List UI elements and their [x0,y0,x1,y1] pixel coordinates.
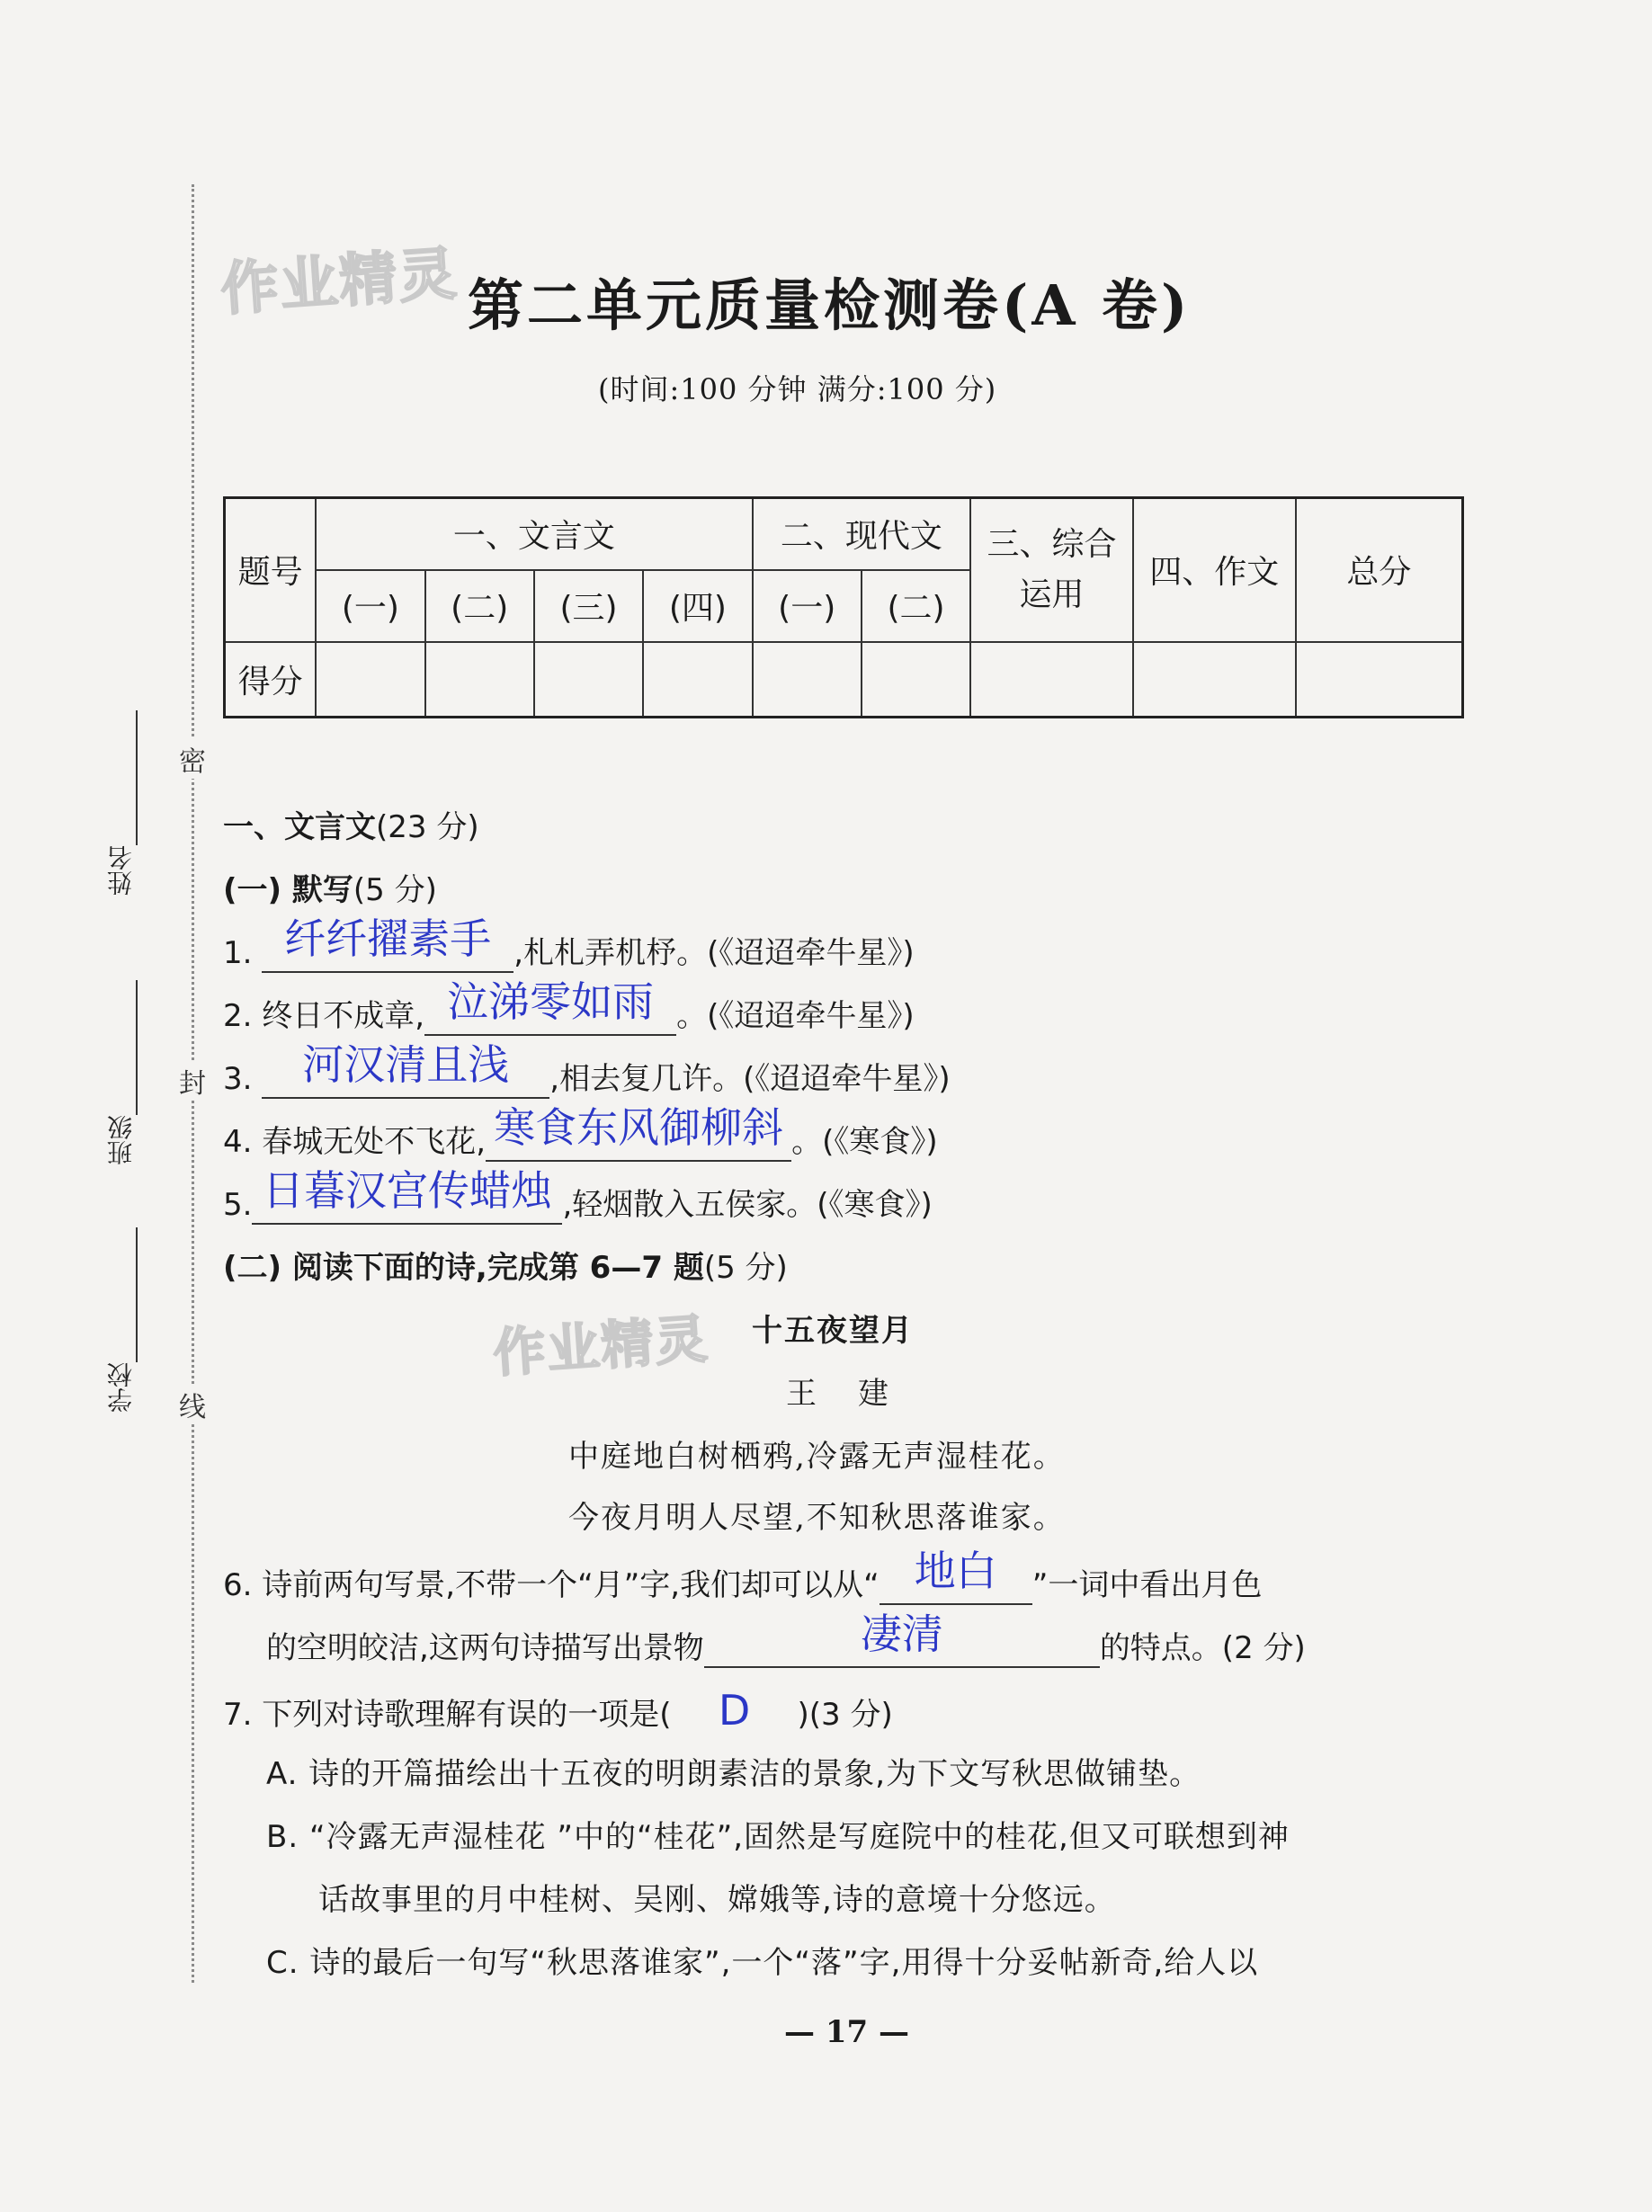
dictation-item-1 [223,914,915,973]
item-2-before: 终日不成章, [262,998,425,1034]
item-5-after: ,轻烟散入五侯家。(《寒食》) [562,1187,933,1223]
watermark-top: 作业精灵 [219,240,460,325]
seal-char-feng: 封 [177,1061,208,1101]
score-cell-7[interactable] [970,642,1133,718]
item-4-before: 春城无处不飞花, [262,1124,487,1160]
q7-option-b-label: B. [266,1819,299,1855]
item-1-answer: 纤纤擢素手 [284,914,492,963]
class-field-line [136,980,138,1115]
score-cell-total[interactable] [1296,642,1463,718]
q7-answer: D [718,1686,751,1735]
page-number: — 17 — [784,2014,909,2050]
item-1-number: 1. [223,935,253,971]
item-3-after: ,相去复几许。(《迢迢牵牛星》) [549,1061,951,1097]
poem-line-2: 今夜月明人尽望,不知秋思落谁家。 [568,1500,1066,1536]
seal-char-xian: 线 [177,1385,208,1424]
item-5-answer: 日暮汉宫传蜡烛 [262,1166,552,1215]
dictation-item-4 [223,1103,938,1162]
sub2-heading-text: (二) 阅读下面的诗,完成第 6—7 题 [223,1250,704,1286]
q7-option-b-text: “冷露无声湿桂花 ”中的“桂花”,固然是写庭院中的桂花,但又可联想到神 [308,1819,1290,1855]
q6-text-2: ”一词中看出月色 [1031,1567,1263,1603]
sub1-heading [223,865,437,909]
item-2-after: 。(《迢迢牵牛星》) [676,998,915,1034]
name-field-line [136,710,138,845]
q7-option-a-text: 诗的开篇描绘出十五夜的明朗素洁的景象,为下文写秋思做铺垫。 [308,1756,1201,1792]
q6-text-1: 诗前两句写景,不带一个“月”字,我们却可以从“ [262,1567,880,1603]
score-table [223,496,1464,718]
sub-header-1: (一) [316,570,424,642]
poem-title: 十五夜望月 [752,1313,914,1349]
sub-header-6: (二) [862,570,970,642]
sec3-header [970,498,1133,642]
sub-header-4: (四) [643,570,752,642]
q6-answer-1: 地白 [914,1547,997,1595]
row-header-cell: 题号 [225,498,317,642]
score-cell-5[interactable] [753,642,862,718]
dictation-item-2 [223,977,915,1036]
class-label: 班级 [106,1115,136,1165]
q6-text-3: 的空明皎洁,这两句诗描写出景物 [266,1630,704,1666]
q7-option-c [266,1938,1258,1982]
class-field [103,980,139,1178]
sub-header-5: (一) [753,570,862,642]
score-cell-4[interactable] [643,642,752,718]
item-2-number: 2. [223,998,253,1034]
q6-blank-1[interactable] [880,1547,1032,1605]
page-title: 第二单元质量检测卷(A 卷) [468,272,1192,338]
sec2-header: 二、现代文 [753,498,971,570]
item-3-number: 3. [223,1061,253,1097]
item-4-answer: 寒食东风御柳斜 [494,1103,784,1152]
sec4-header: 四、作文 [1133,498,1296,642]
q6-answer-2: 凄清 [860,1610,943,1658]
school-field [103,1227,139,1425]
item-1-after: ,札札弄机杼。(《迢迢牵牛星》) [513,935,915,971]
item-4-after: 。(《寒食》) [791,1124,938,1160]
dictation-item-5 [223,1166,933,1225]
q7-option-a-label: A. [266,1756,299,1792]
score-cell-6[interactable] [862,642,970,718]
q6-blank-2[interactable] [704,1610,1100,1668]
score-cell-3[interactable] [534,642,643,718]
score-cell-1[interactable] [316,642,424,718]
item-2-blank[interactable] [424,977,676,1036]
item-4-number: 4. [223,1124,253,1160]
item-4-blank[interactable] [486,1103,791,1162]
part1-heading-text: 一、文言文 [223,809,376,845]
sec1-header: 一、文言文 [316,498,752,570]
school-label: 学校 [106,1362,136,1413]
item-2-answer: 泣涕零如雨 [447,977,655,1026]
item-3-answer: 河汉清且浅 [302,1040,510,1089]
sub1-heading-points: (5 分) [353,872,437,908]
score-cell-8[interactable] [1133,642,1296,718]
part1-heading-points: (23 分) [376,809,479,845]
name-field [103,710,139,908]
total-header: 总分 [1296,498,1463,642]
item-3-blank[interactable] [262,1040,549,1099]
q7-stem-before: 下列对诗歌理解有误的一项是( [262,1697,672,1733]
watermark-mid: 作业精灵 [491,1307,711,1385]
school-field-line [136,1227,138,1362]
sub-header-2: (二) [425,570,534,642]
seal-char-mi: 密 [177,739,208,779]
dictation-item-3 [223,1040,951,1099]
q7-option-b [266,1812,1290,1856]
page-subtitle: (时间:100 分钟 满分:100 分) [598,372,997,406]
item-5-blank[interactable] [252,1166,562,1225]
sec3-header-line2: 运用 [1019,575,1085,613]
q6-line-1 [223,1547,1263,1605]
sub-header-3: (三) [534,570,643,642]
score-row-label: 得分 [225,642,317,718]
sec3-header-line1: 三、综合 [987,525,1117,563]
q7-stem-after: )(3 分) [797,1697,893,1733]
score-cell-2[interactable] [425,642,534,718]
sub2-heading [223,1243,788,1287]
name-label: 姓名 [106,845,136,896]
q7-number: 7. [223,1697,253,1733]
sub2-heading-points: (5 分) [703,1250,788,1286]
q7-option-a [266,1749,1201,1793]
q6-number: 6. [223,1567,253,1603]
poem-author: 王 建 [786,1376,894,1412]
q7-option-c-text: 诗的最后一句写“秋思落谁家”,一个“落”字,用得十分妥帖新奇,给人以 [309,1945,1259,1981]
sub1-heading-text: (一) 默写 [223,872,353,908]
poem-line-1: 中庭地白树栖鸦,冷露无声湿桂花。 [568,1439,1066,1475]
item-5-number: 5. [223,1187,253,1223]
part1-heading [223,802,479,846]
q7-option-b-cont: 话故事里的月中桂树、吴刚、嫦娥等,诗的意境十分悠远。 [318,1882,1116,1918]
q6-line-2 [266,1610,1306,1668]
q7-answer-slot[interactable] [672,1686,798,1735]
q6-text-4: 的特点。(2 分) [1099,1630,1306,1666]
q7-option-c-label: C. [266,1945,299,1981]
q7-stem [223,1686,893,1735]
item-1-blank[interactable] [262,914,513,973]
